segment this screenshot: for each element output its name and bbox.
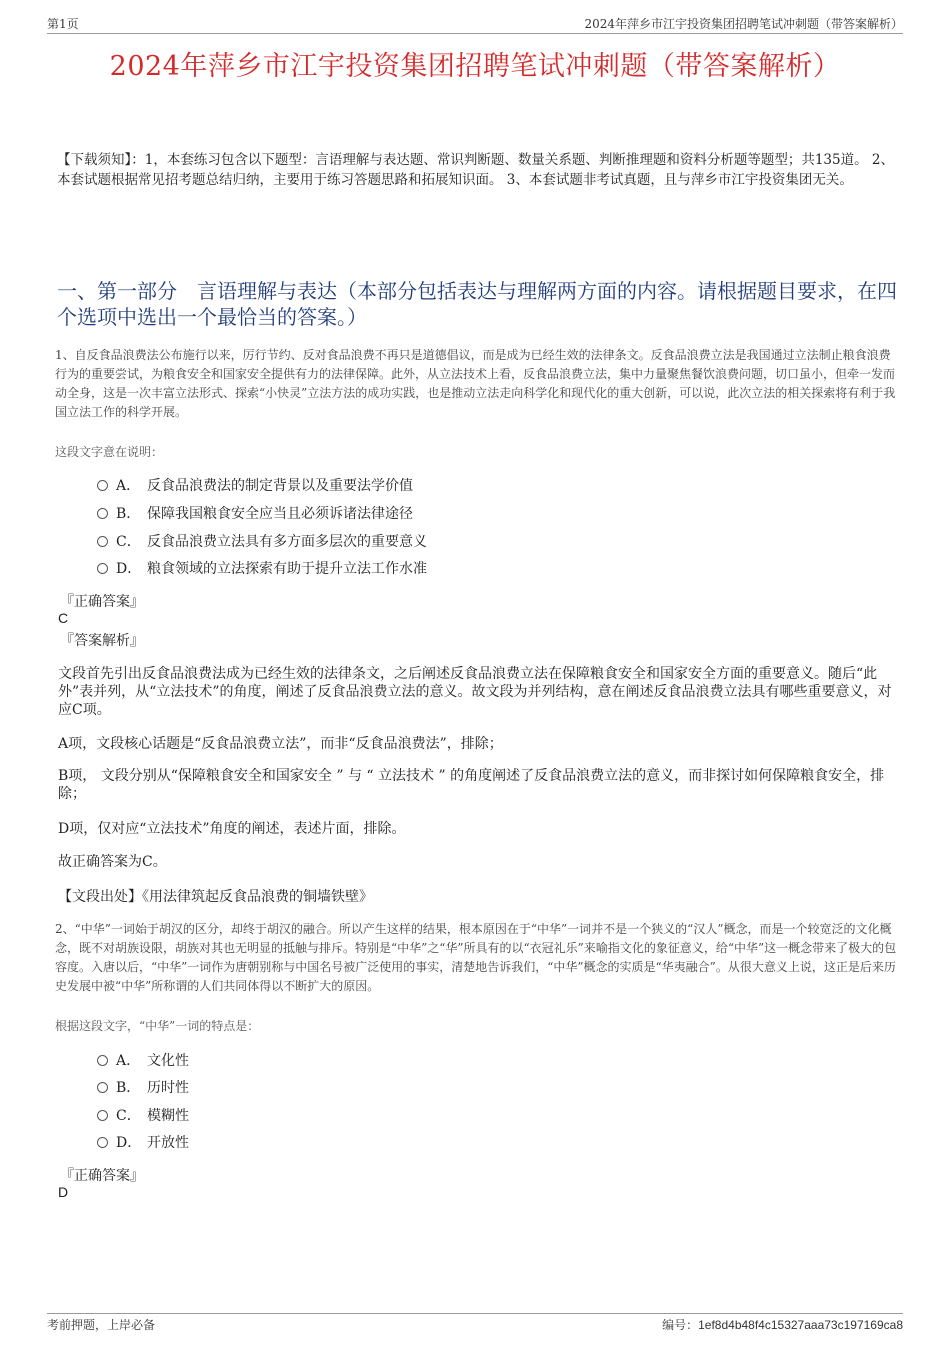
question-2-option-c[interactable]: C． 模糊性	[97, 1106, 189, 1126]
footer-slogan: 考前押题，上岸必备	[47, 1318, 156, 1332]
header-doc-title: 2024年萍乡市江宇投资集团招聘笔试冲刺题（带答案解析）	[584, 17, 903, 31]
question-1-option-b[interactable]: B． 保障我国粮食安全应当且必须诉诸法律途径	[97, 504, 413, 524]
analysis-paragraph: B项， 文段分别从“保障粮食安全和国家安全 ” 与 “ 立法技术 ” 的角度阐述了反食品浪费立法的意义，而非探讨如何保障粮食安全，排除；	[58, 768, 885, 802]
analysis-paragraph: 故正确答案为C。	[58, 854, 167, 870]
question-2-option-a[interactable]: A． 文化性	[97, 1051, 189, 1071]
radio-icon[interactable]	[97, 563, 108, 574]
analysis-paragraph: A项，文段核心话题是“反食品浪费立法”，而非“反食品浪费法”，排除；	[58, 736, 503, 752]
question-2-answer: D	[58, 1184, 69, 1200]
radio-icon[interactable]	[97, 1055, 108, 1066]
question-1-answer: C	[58, 610, 69, 626]
question-1-analysis-label: 『答案解析』	[60, 633, 144, 649]
radio-icon[interactable]	[97, 508, 108, 519]
document-title: 2024年萍乡市江宇投资集团招聘笔试冲刺题（带答案解析）	[109, 51, 841, 82]
question-2-answer-label: 『正确答案』	[60, 1168, 144, 1184]
page-number: 第1页	[47, 17, 79, 31]
page-header	[47, 15, 903, 34]
question-1-text: 1、自反食品浪费法公布施行以来，厉行节约、反对食品浪费不再只是道德倡议，而是成为已经生效的法律条文。反食品浪费立法是我国通过立法制止粮食浪费行为的重要尝试，为粮食安全和国家安全提供有力的法律保障。此外，从立法技术上看，反食品浪费立法，集中力量聚焦餐饮浪费问题，切口虽小，但牵一发而动全身，这是一次丰富立法形式、探索“小快灵”立法方法的成功实践，也是推动立法走向科学化和现代化的重大创新，可以说，此次立法的相关探索将有利于我国立法工作的科学开展。	[55, 348, 896, 419]
question-2-option-d[interactable]: D． 开放性	[97, 1133, 189, 1153]
page-footer	[47, 1313, 903, 1332]
radio-icon[interactable]	[97, 1082, 108, 1093]
question-1-answer-label: 『正确答案』	[60, 594, 144, 610]
question-1-option-a[interactable]: A． 反食品浪费法的制定背景以及重要法学价值	[97, 476, 413, 496]
radio-icon[interactable]	[97, 1110, 108, 1121]
download-notice: 【下载须知】：1，本套练习包含以下题型：言语理解与表达题、常识判断题、数量关系题、判断推理题和资料分析题等题型；共135道。 2、本套试题根据常见招考题总结归纳，主要用于练习答题思路和拓展知识面。 3、本套试题非考试真题，且与萍乡市江宇投资集团无关。	[57, 152, 894, 188]
analysis-paragraph: 文段首先引出反食品浪费法成为已经生效的法律条文，之后阐述反食品浪费立法在保障粮食安全和国家安全方面的重要意义。随后“此外”表并列，从“立法技术”的角度，阐述了反食品浪费立法的意义。故文段为并列结构，意在阐述反食品浪费立法具有哪些重要意义，对应C项。	[58, 666, 892, 718]
radio-icon[interactable]	[97, 536, 108, 547]
question-1-source: 【文段出处】《用法律筑起反食品浪费的铜墙铁壁》	[58, 889, 373, 905]
question-2-text: 2、“中华”一词始于胡汉的区分，却终于胡汉的融合。所以产生这样的结果，根本原因在于“中华”一词并不是一个狭义的“汉人”概念，而是一个较宽泛的文化概念，既不对胡族设限，胡族对其也无明显的抵触与排斥。特别是“中华”之“华”所具有的以“衣冠礼乐”来喻指文化的象征意义，给“中华”这一概念带来了极大的包容度。入唐以后，“中华”一词作为唐朝别称与中国名号被广泛使用的事实，清楚地告诉我们，“中华”概念的实质是“华夷融合”。从很大意义上说，这正是后来历史发展中被“中华”所称谓的人们共同体得以不断扩大的原因。	[55, 922, 897, 993]
question-1-option-d[interactable]: D． 粮食领域的立法探索有助于提升立法工作水准	[97, 559, 427, 579]
question-1-prompt: 这段文字意在说明：	[55, 445, 164, 459]
question-1-option-c[interactable]: C． 反食品浪费立法具有多方面多层次的重要意义	[97, 532, 427, 552]
question-2-option-b[interactable]: B． 历时性	[97, 1078, 189, 1098]
section-heading: 一、第一部分 言语理解与表达（本部分包括表达与理解两方面的内容。请根据题目要求，在四个选项中选出一个最恰当的答案。）	[57, 279, 897, 329]
radio-icon[interactable]	[97, 1137, 108, 1148]
radio-icon[interactable]	[97, 480, 108, 491]
question-2-prompt: 根据这段文字，“中华”一词的特点是：	[55, 1019, 260, 1033]
analysis-paragraph: D项，仅对应“立法技术”角度的阐述，表述片面，排除。	[58, 821, 406, 837]
footer-id: 编号：1ef8d4b48f4c15327aaa73c197169ca8	[662, 1318, 903, 1332]
